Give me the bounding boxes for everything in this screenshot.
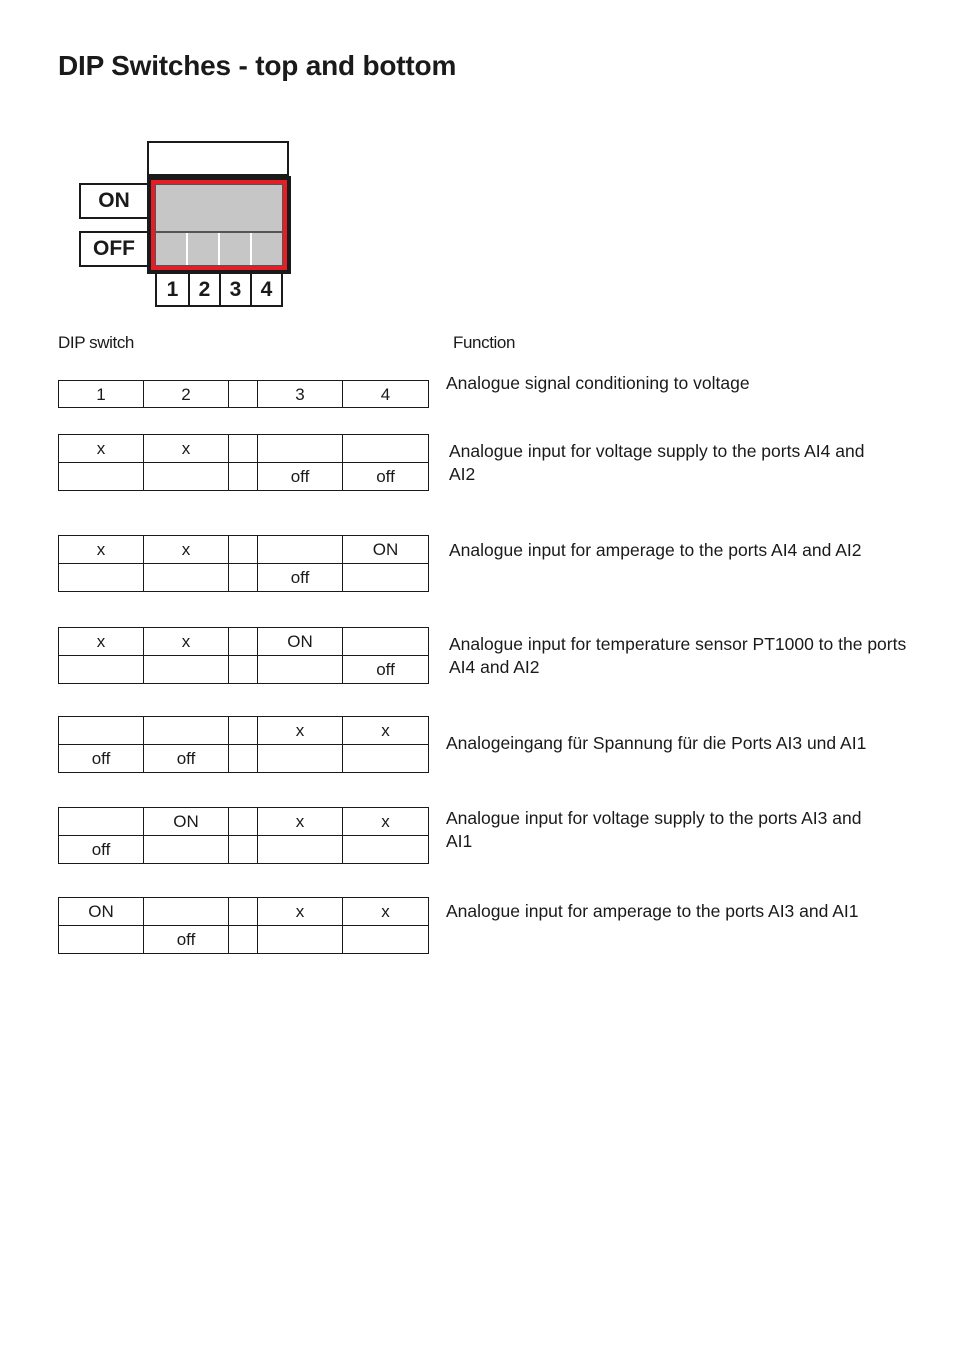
table-row bbox=[59, 745, 429, 773]
switch-cell: off bbox=[144, 926, 229, 954]
switch-cell: 1 bbox=[59, 381, 144, 408]
switch-cell: ON bbox=[144, 808, 229, 836]
switch-cell bbox=[59, 564, 144, 592]
switch-cell: off bbox=[59, 836, 144, 864]
table-row bbox=[59, 381, 429, 408]
switch-lever bbox=[252, 233, 282, 265]
table-row bbox=[59, 717, 429, 745]
switch-cell bbox=[343, 628, 429, 656]
switch-cell bbox=[258, 435, 343, 463]
switch-cell: off bbox=[343, 463, 429, 491]
switch-cell bbox=[229, 381, 258, 408]
switch-numbers bbox=[155, 274, 283, 307]
switch-cell: ON bbox=[258, 628, 343, 656]
switch-cell bbox=[258, 926, 343, 954]
dip-setting-table bbox=[58, 434, 429, 491]
switch-lever bbox=[188, 233, 220, 265]
switch-cell: 4 bbox=[343, 381, 429, 408]
switch-cell bbox=[343, 435, 429, 463]
switch-cell bbox=[258, 656, 343, 684]
switch-slot bbox=[155, 184, 283, 232]
switch-cell: x bbox=[343, 898, 429, 926]
switch-cell bbox=[59, 717, 144, 745]
switch-number: 4 bbox=[250, 274, 281, 305]
switch-cell bbox=[229, 717, 258, 745]
switch-cell bbox=[229, 926, 258, 954]
switch-body bbox=[147, 176, 291, 274]
switch-cell bbox=[59, 656, 144, 684]
switch-cell bbox=[229, 564, 258, 592]
switch-cell bbox=[229, 898, 258, 926]
dip-switch-header: DIP switch bbox=[58, 333, 134, 352]
switch-cell: off bbox=[343, 656, 429, 684]
switch-number: 3 bbox=[219, 274, 250, 305]
switch-cell bbox=[229, 745, 258, 773]
switch-cell bbox=[343, 836, 429, 864]
switch-cell bbox=[229, 628, 258, 656]
table-row bbox=[59, 564, 429, 592]
switch-cell bbox=[144, 656, 229, 684]
switch-cell: off bbox=[59, 745, 144, 773]
dip-setting-table bbox=[58, 716, 429, 773]
switch-number: 1 bbox=[166, 277, 179, 301]
switch-cell: ON bbox=[59, 898, 144, 926]
switch-cell: x bbox=[59, 628, 144, 656]
switch-cell bbox=[144, 564, 229, 592]
table-row bbox=[59, 536, 429, 564]
switch-cell: x bbox=[343, 808, 429, 836]
switch-housing-top bbox=[147, 141, 289, 176]
switch-cell: off bbox=[144, 745, 229, 773]
switch-cell: 3 bbox=[258, 381, 343, 408]
switch-cell bbox=[229, 536, 258, 564]
switch-cell: x bbox=[59, 536, 144, 564]
page-title: DIP Switches - top and bottom bbox=[58, 50, 457, 81]
switch-cell: ON bbox=[343, 536, 429, 564]
function-description: Analogue signal conditioning to voltage bbox=[446, 373, 750, 393]
switch-cell bbox=[229, 836, 258, 864]
table-row bbox=[59, 463, 429, 491]
table-row bbox=[59, 898, 429, 926]
switch-cell bbox=[229, 435, 258, 463]
switch-cell: off bbox=[258, 564, 343, 592]
table-row bbox=[59, 435, 429, 463]
function-description: Analogue input for amperage to the ports AI3 and AI1 bbox=[446, 901, 859, 921]
switch-cell bbox=[229, 656, 258, 684]
switch-cell bbox=[144, 836, 229, 864]
dip-setting-table bbox=[58, 380, 429, 408]
switch-cell bbox=[59, 808, 144, 836]
switch-cell: x bbox=[258, 808, 343, 836]
switch-cell bbox=[144, 717, 229, 745]
switch-cell bbox=[343, 926, 429, 954]
switch-cell bbox=[229, 463, 258, 491]
table-row bbox=[59, 926, 429, 954]
switch-number: 2 bbox=[188, 274, 219, 305]
switch-cell: x bbox=[258, 717, 343, 745]
switch-cell: x bbox=[144, 536, 229, 564]
switch-cell: x bbox=[144, 435, 229, 463]
dip-setting-table bbox=[58, 535, 429, 592]
switch-cell: x bbox=[258, 898, 343, 926]
switch-cell: x bbox=[144, 628, 229, 656]
table-row bbox=[59, 656, 429, 684]
switch-cell bbox=[258, 745, 343, 773]
function-header: Function bbox=[453, 333, 516, 352]
switch-cell bbox=[144, 463, 229, 491]
on-label: ON bbox=[79, 183, 147, 219]
function-description: Analogeingang für Spannung für die Ports AI3 und AI1 bbox=[446, 733, 867, 753]
switch-cell bbox=[343, 564, 429, 592]
switch-lever bbox=[220, 233, 252, 265]
switch-cell bbox=[258, 836, 343, 864]
switch-cell: off bbox=[258, 463, 343, 491]
switch-cell bbox=[144, 898, 229, 926]
function-description: Analogue input for temperature sensor PT1000 to the ports AI4 and AI2 bbox=[449, 634, 907, 677]
dip-setting-table bbox=[58, 627, 429, 684]
off-label: OFF bbox=[79, 231, 147, 267]
table-row bbox=[59, 836, 429, 864]
switch-cell: x bbox=[59, 435, 144, 463]
switch-cell: x bbox=[343, 717, 429, 745]
dip-setting-table bbox=[58, 807, 429, 864]
function-description: Analogue input for voltage supply to the ports AI4 and AI2 bbox=[449, 441, 865, 484]
switch-lever bbox=[156, 233, 188, 265]
switch-cell bbox=[59, 926, 144, 954]
dip-setting-table bbox=[58, 897, 429, 954]
switch-cell bbox=[343, 745, 429, 773]
switch-levers bbox=[155, 232, 283, 266]
switch-cell bbox=[229, 808, 258, 836]
table-row bbox=[59, 628, 429, 656]
switch-cell: 2 bbox=[144, 381, 229, 408]
table-row bbox=[59, 808, 429, 836]
switch-cell bbox=[59, 463, 144, 491]
switch-cell bbox=[258, 536, 343, 564]
function-description: Analogue input for voltage supply to the ports AI3 and AI1 bbox=[446, 808, 862, 851]
function-description: Analogue input for amperage to the ports AI4 and AI2 bbox=[449, 540, 862, 560]
